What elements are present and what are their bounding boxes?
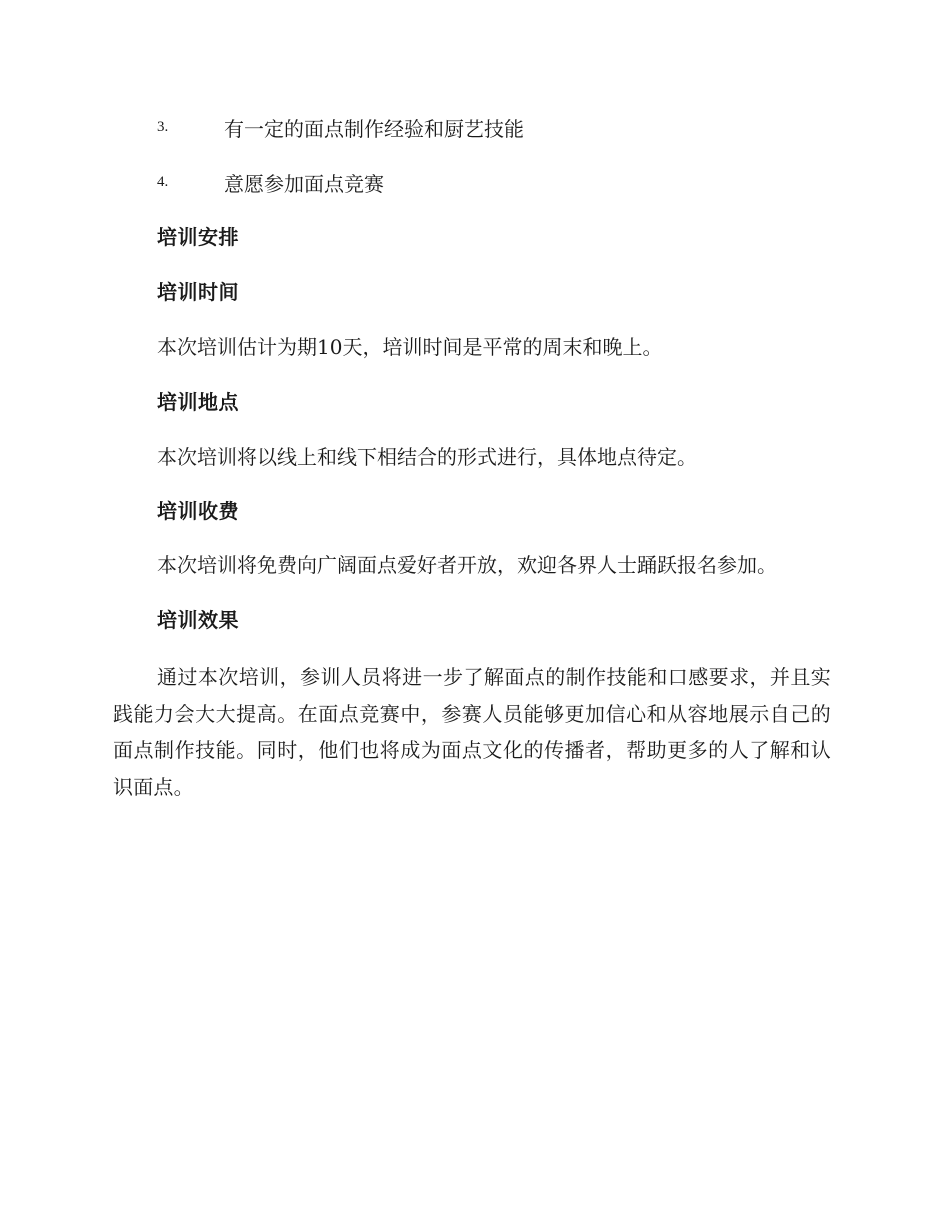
paragraph-training-effect: 通过本次培训，参训人员将进一步了解面点的制作技能和口感要求，并且实践能力会大大提高。在面点竞赛中，参赛人员能够更加信心和从容地展示自己的面点制作技能。同时，他们也将成为面点文化的传播者，帮助更多的人了解和认识面点。 — [113, 665, 831, 800]
list-text: 有一定的面点制作经验和厨艺技能 — [224, 116, 524, 141]
list-item — [157, 112, 524, 142]
heading-training-fee: 培训收费 — [157, 499, 239, 523]
paragraph-training-time: 本次培训估计为期10天，培训时间是平常的周末和晚上。 — [157, 335, 663, 359]
paragraph-training-fee: 本次培训将免费向广阔面点爱好者开放，欢迎各界人士踊跃报名参加。 — [157, 553, 777, 577]
list-number: 4. — [157, 173, 169, 190]
list-item — [157, 167, 384, 197]
heading-training-arrangement: 培训安排 — [157, 225, 239, 249]
heading-training-time: 培训时间 — [157, 280, 239, 304]
paragraph-training-location: 本次培训将以线上和线下相结合的形式进行，具体地点待定。 — [157, 445, 697, 469]
heading-training-location: 培训地点 — [157, 390, 239, 414]
list-number: 3. — [157, 118, 169, 135]
list-text: 意愿参加面点竞赛 — [224, 171, 384, 196]
heading-training-effect: 培训效果 — [157, 608, 239, 632]
